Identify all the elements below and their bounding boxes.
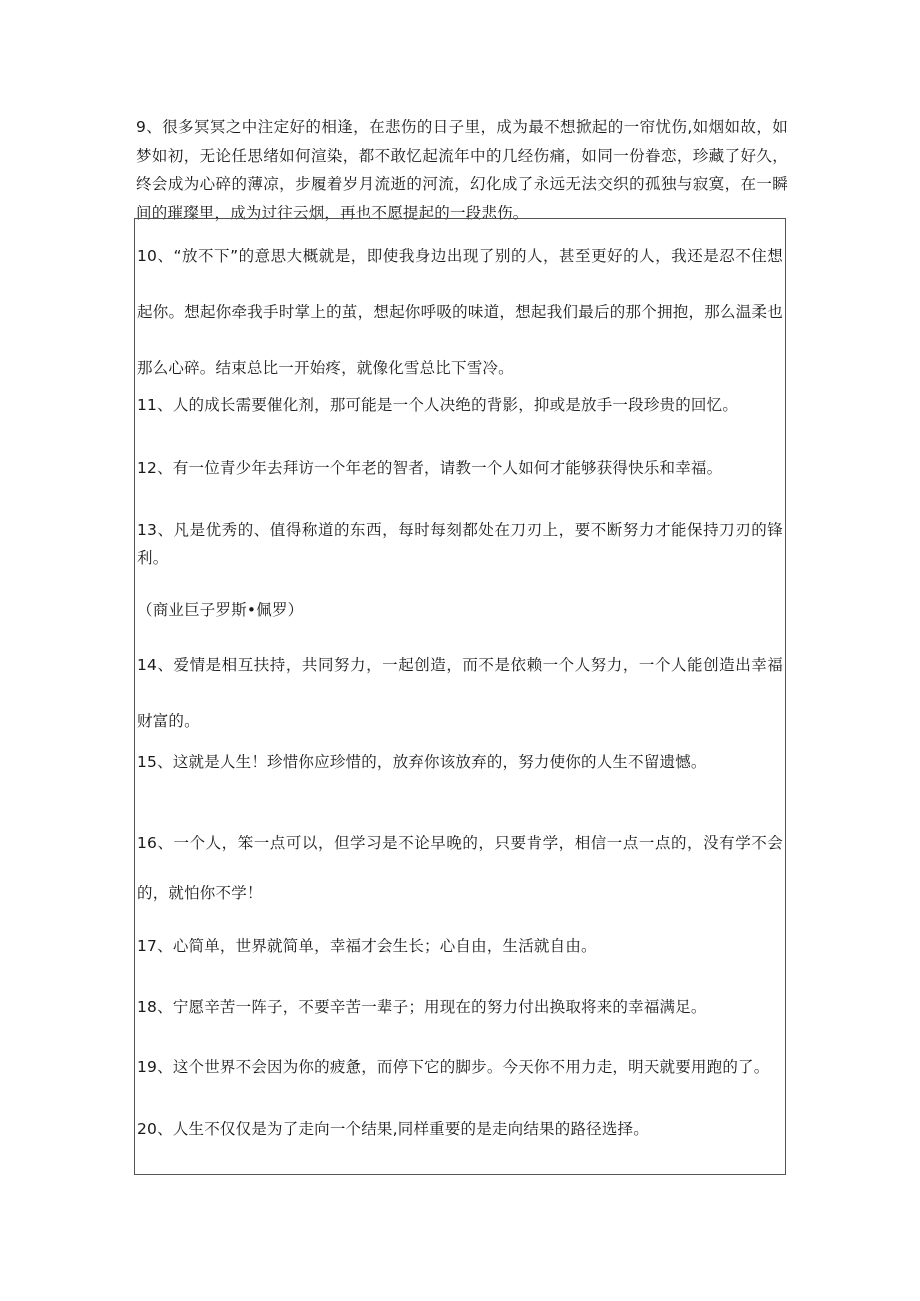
quote-box <box>134 218 786 1175</box>
paragraph-13: 13、凡是优秀的、值得称道的东西，每时每刻都处在刀刃上，要不断努力才能保持刀刃的锋利。 <box>137 521 783 567</box>
paragraph-12: 12、有一位青少年去拜访一个年老的智者，请教一个人如何才能够获得快乐和幸福。 <box>137 459 723 477</box>
paragraph-11: 11、人的成长需要催化剂，那可能是一个人决绝的背影，抑或是放手一段珍贵的回忆。 <box>137 396 739 414</box>
paragraph-17: 17、心简单，世界就简单，幸福才会生长；心自由，生活就自由。 <box>137 937 597 955</box>
paragraph-14: 14、爱情是相互扶持，共同努力，一起创造，而不是依赖一个人努力，一个人能创造出幸福财富的。 <box>137 656 783 730</box>
paragraph-19: 19、这个世界不会因为你的疲惫，而停下它的脚步。今天你不用力走，明天就要用跑的了。 <box>137 1058 770 1076</box>
paragraph-16: 16、一个人，笨一点可以，但学习是不论早晚的，只要肯学，相信一点一点的，没有学不会的，就怕你不学！ <box>137 834 783 902</box>
paragraph-18: 18、宁愿辛苦一阵子，不要辛苦一辈子；用现在的努力付出换取将来的幸福满足。 <box>137 998 707 1016</box>
paragraph-10: 10、“放不下”的意思大概就是，即使我身边出现了别的人，甚至更好的人，我还是忍不住想起你。想起你牵我手时掌上的茧，想起你呼吸的味道，想起我们最后的那个拥抱，那么温柔也那么心碎。结束总比一开始疼，就像化雪总比下雪冷。 <box>137 247 783 377</box>
paragraph-15: 15、这就是人生！珍惜你应珍惜的，放弃你该放弃的，努力使你的人生不留遗憾。 <box>137 753 707 771</box>
paragraph-20: 20、人生不仅仅是为了走向一个结果,同样重要的是走向结果的路径选择。 <box>137 1120 649 1138</box>
attribution: （商业巨子罗斯•佩罗） <box>137 601 304 619</box>
paragraph-9: 9、很多冥冥之中注定好的相逢，在悲伤的日子里，成为最不想掀起的一帘忧伤,如烟如故，如梦如初，无论任思绪如何渲染，都不敢忆起流年中的几经伤痛，如同一份眷恋，珍藏了好久，终会成为心碎的薄凉，步履着岁月流逝的河流，幻化成了永远无法交织的孤独与寂寞，在一瞬间的璀璨里，成为过往云烟，再也不愿提起的一段悲伤。 <box>136 118 788 222</box>
